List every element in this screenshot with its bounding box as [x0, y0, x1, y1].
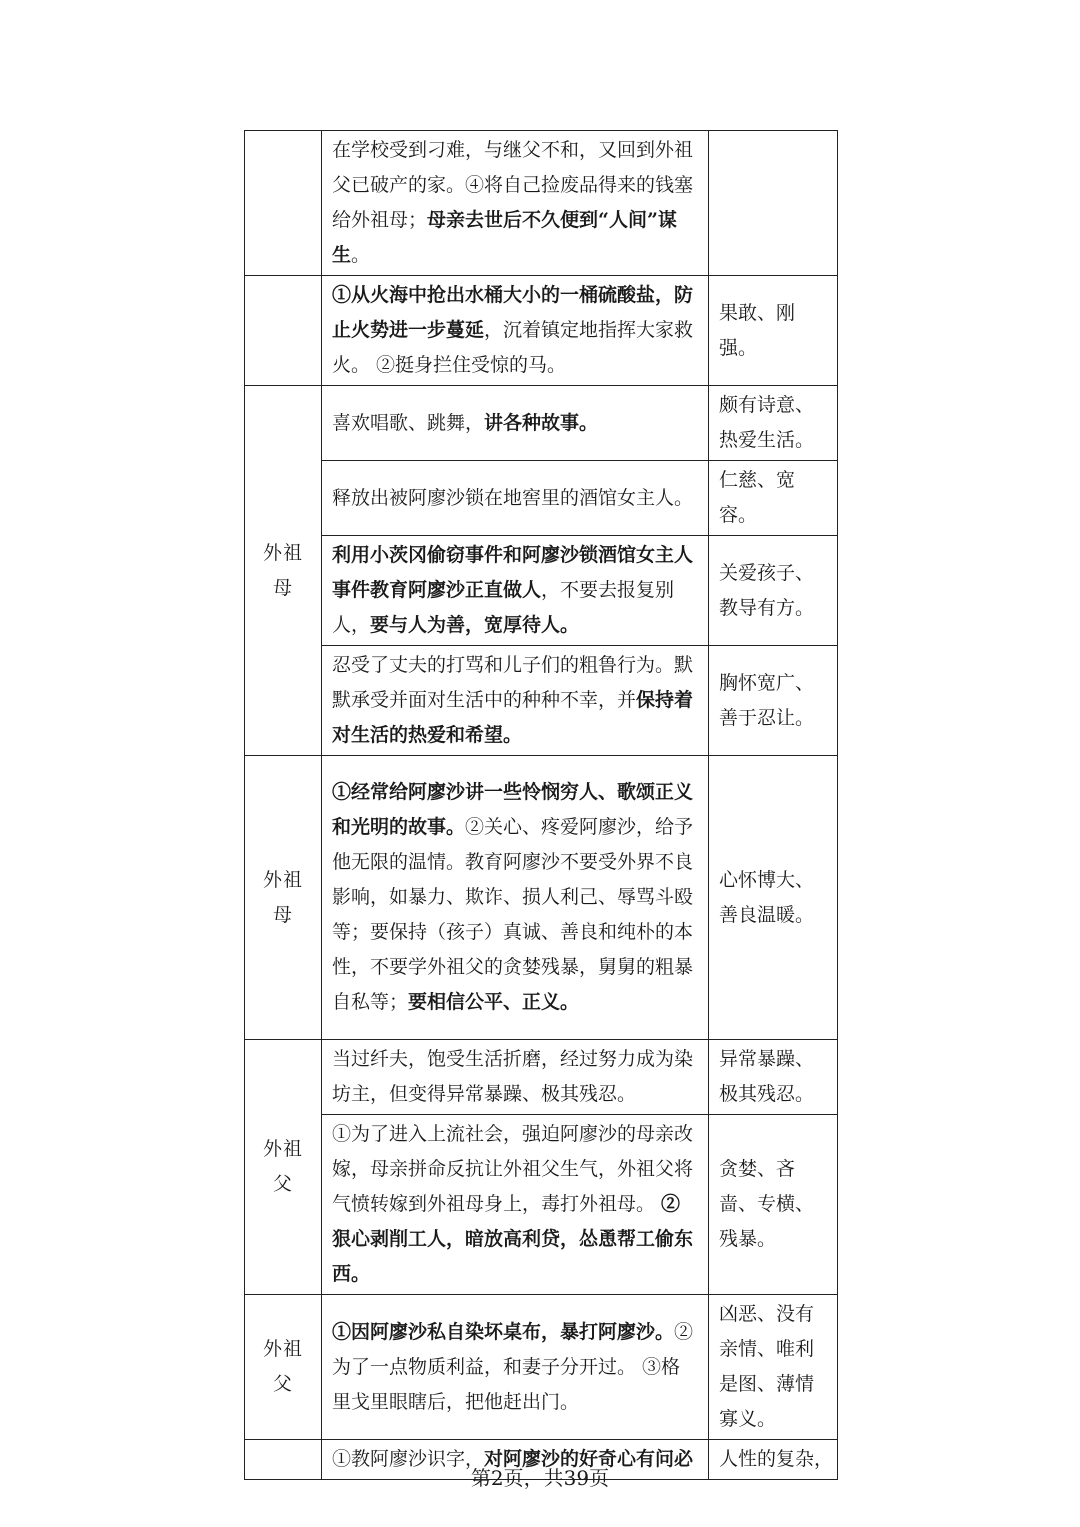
character-name-cell: 外祖父: [245, 1295, 322, 1440]
content-table: [244, 130, 838, 1480]
detail-text: ①教阿廖沙识字，: [332, 1448, 485, 1470]
detail-text: ②狠心剥削工人，暗放高利贷，怂恿帮工偷东西。: [332, 1193, 694, 1285]
detail-cell: [322, 1295, 709, 1440]
trait-cell: [709, 131, 838, 276]
detail-text: ①因阿廖沙私自染坏桌布，暴打阿廖沙。: [332, 1320, 675, 1343]
table-row: [245, 646, 838, 756]
trait-cell: 果敢、刚强。: [709, 276, 838, 386]
detail-text: ①经常给阿廖沙讲一些怜悯穷人、歌颂正义和光明的故事。: [332, 781, 694, 838]
table-row: [245, 131, 838, 276]
detail-cell: [322, 1040, 709, 1115]
detail-text: 要相信公平、正义。: [408, 991, 580, 1013]
table-row: [245, 536, 838, 646]
detail-text: 在学校受到刁难，与继父不和，又回到外祖父已破产的家。④将自己捡废品得来的钱塞给外祖母；: [332, 139, 694, 231]
detail-text: 。: [351, 244, 371, 266]
trait-cell: 异常暴躁、极其残忍。: [709, 1040, 838, 1115]
trait-cell: 仁慈、宽容。: [709, 461, 838, 536]
trait-cell: 人性的复杂，: [709, 1440, 838, 1480]
character-name-cell: 外祖母: [245, 756, 322, 1040]
trait-cell: 胸怀宽广、善于忍让。: [709, 646, 838, 756]
table-row: [245, 1295, 838, 1440]
table-row: [245, 1115, 838, 1295]
detail-text: 当过纤夫，饱受生活折磨，经过努力成为染坊主，但变得异常暴躁、极其残忍。: [332, 1048, 694, 1105]
trait-cell: 关爱孩子、教导有方。: [709, 536, 838, 646]
detail-text: ①为了进入上流社会，强迫阿廖沙的母亲改嫁，母亲拼命反抗让外祖父生气，外祖父将气愤转嫁到外祖母身上，毒打外祖母。: [332, 1123, 694, 1215]
detail-cell: [322, 276, 709, 386]
trait-cell: 凶恶、没有亲情、唯利是图、薄情寡义。: [709, 1295, 838, 1440]
character-name-cell: 外祖母: [245, 386, 322, 756]
trait-cell: 心怀博大、善良温暖。: [709, 756, 838, 1040]
detail-text: ①从火海中抢出水桶大小的一桶硫酸盐，防止火势进一步蔓延: [332, 284, 694, 341]
trait-cell: 贪婪、吝啬、专横、残暴。: [709, 1115, 838, 1295]
detail-text: 忍受了丈夫的打骂和儿子们的粗鲁行为。默默承受并面对生活中的种种不幸，并: [332, 654, 694, 711]
detail-text: 对阿廖沙的好奇心有问必: [484, 1448, 694, 1470]
table-row: [245, 756, 838, 1040]
character-name-cell: [245, 276, 322, 386]
character-name-cell: [245, 131, 322, 276]
detail-text: 喜欢唱歌、跳舞，: [332, 411, 485, 434]
detail-text: ，沉着镇定地指挥大家救火。 ②挺身拦住受惊的马。: [332, 319, 694, 376]
detail-text: 利用小茨冈偷窃事件和阿廖沙锁酒馆女主人事件教育阿廖沙正直做人: [332, 544, 694, 601]
detail-cell: [322, 386, 709, 461]
table-row: [245, 1040, 838, 1115]
character-name-cell: 外祖父: [245, 1040, 322, 1295]
detail-cell: [322, 536, 709, 646]
detail-cell: [322, 756, 709, 1040]
detail-text: 保持着对生活的热爱和希望。: [332, 689, 694, 746]
page-footer: 第2页，共39页: [470, 1466, 610, 1490]
detail-cell: [322, 646, 709, 756]
detail-cell: [322, 1115, 709, 1295]
detail-text: 讲各种故事。: [484, 411, 599, 434]
detail-cell: [322, 131, 709, 276]
detail-text: 释放出被阿廖沙锁在地窖里的酒馆女主人。: [332, 486, 694, 509]
detail-text: 要与人为善，宽厚待人。: [370, 614, 580, 636]
detail-text: ②关心、疼爱阿廖沙，给予他无限的温情。教育阿廖沙不要受外界不良影响，如暴力、欺诈、损人利己、辱骂斗殴等；要保持（孩子）真诚、善良和纯朴的本性，不要学外祖父的贪婪残暴，舅舅的粗暴自私等；: [332, 816, 694, 1013]
detail-cell: [322, 461, 709, 536]
table-row: [245, 386, 838, 461]
trait-cell: 颇有诗意、热爱生活。: [709, 386, 838, 461]
detail-text: ②为了一点物质利益，和妻子分开过。 ③格里戈里眼瞎后，把他赶出门。: [332, 1320, 694, 1413]
table-row: [245, 461, 838, 536]
detail-text: 母亲去世后不久便到“人间”谋生: [332, 209, 677, 266]
detail-text: ，不要去报复别人，: [332, 579, 675, 636]
table-row: [245, 276, 838, 386]
